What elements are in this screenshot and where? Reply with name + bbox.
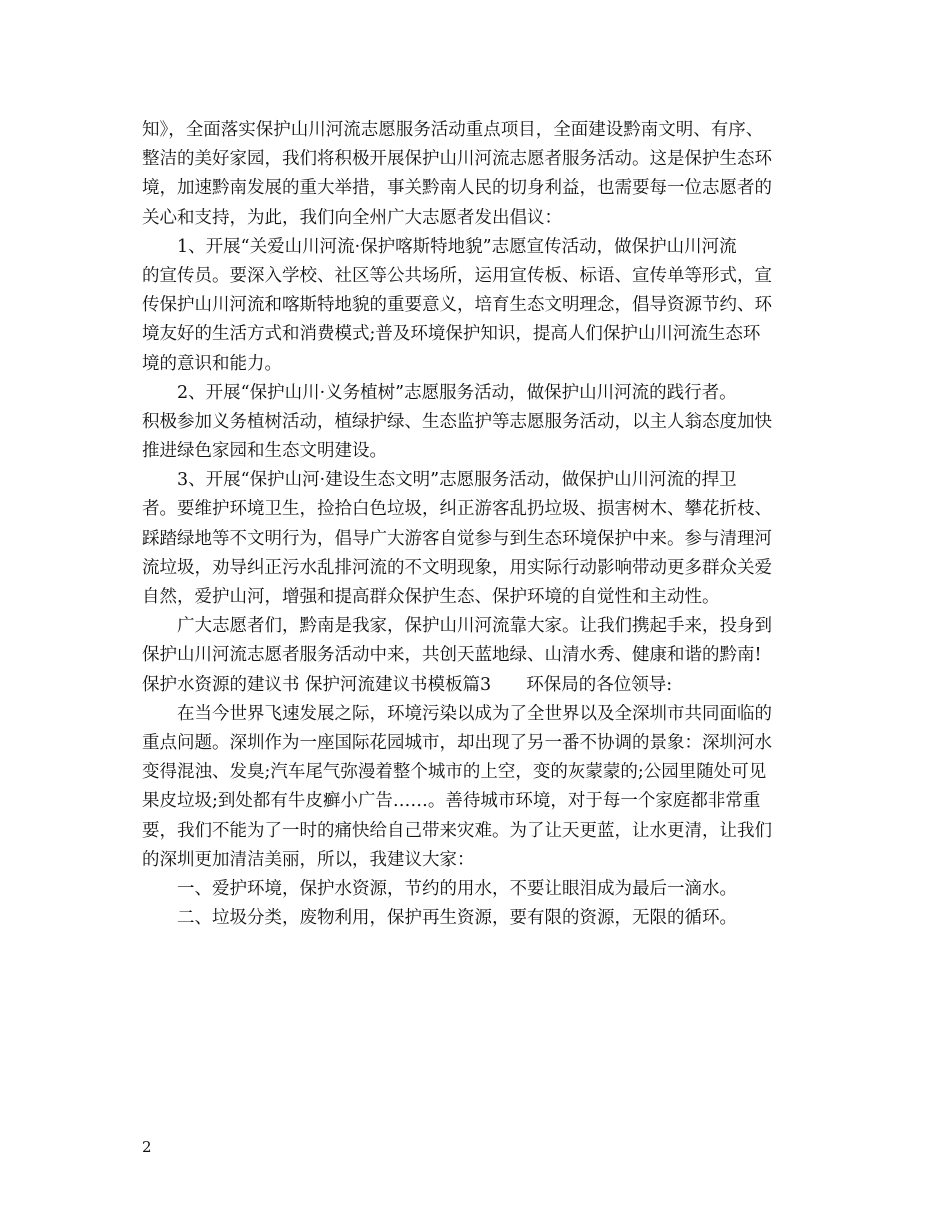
text-line: 一、爱护环境，保护水资源，节约的用水，不要让眼泪成为最后一滴水。 [177,878,737,899]
text-line: 果皮垃圾;到处都有牛皮癣小广告……。善待城市环境，对于每一个家庭都非常重 [142,791,761,812]
text-line: 重点问题。深圳作为一座国际花园城市，却出现了另一番不协调的景象：深圳河水 [142,732,772,753]
page-number: 2 [142,1138,152,1156]
text-line: 积极参加义务植树活动，植绿护绿、生态监护等志愿服务活动，以主人翁态度加快 [142,411,772,432]
document-body [142,116,810,933]
text-line: 1、开展“关爱山川河流·保护喀斯特地貌”志愿宣传活动，做保护山川河流 [177,236,737,257]
text-line: 变得混浊、发臭;汽车尾气弥漫着整个城市的上空，变的灰蒙蒙的;公园里随处可见 [142,762,767,783]
text-line: 境的意识和能力。 [142,353,282,374]
text-line: 者。要维护环境卫生，捡拾白色垃圾，纠正游客乱扔垃圾、损害树木、攀花折枝、 [142,499,772,520]
text-line: 自然，爱护山河，增强和提高群众保护生态、保护环境的自觉性和主动性。 [142,587,720,607]
text-line: 流垃圾，劝导纠正污水乱排河流的不文明现象，用实际行动影响带动更多群众关爱 [142,557,772,578]
text-line: 境友好的生活方式和消费模式;普及环境保护知识，提高人们保护山川河流生态环 [142,324,761,345]
text-line: 保护山川河流志愿者服务活动中来，共创天蓝地绿、山清水秀、健康和谐的黔南! [142,645,762,666]
text-line: 保护水资源的建议书 保护河流建议书模板篇3 环保局的各位领导: [142,674,673,695]
text-line: 3、开展“保护山河·建设生态文明”志愿服务活动，做保护山川河流的捍卫 [177,470,737,491]
text-line: 2、开展“保护山川·义务植树”志愿服务活动，做保护山川河流的践行者。 [177,382,737,403]
text-line: 在当今世界飞速发展之际，环境污染以成为了全世界以及全深圳市共同面临的 [177,703,772,724]
text-line: 的深圳更加清洁美丽，所以，我建议大家： [142,849,475,870]
text-line: 广大志愿者们，黔南是我家，保护山川河流靠大家。让我们携起手来，投身到 [177,616,772,637]
text-line: 二、垃圾分类，废物利用，保护再生资源，要有限的资源，无限的循环。 [177,908,737,929]
text-line: 推进绿色家园和生态文明建设。 [142,441,387,462]
text-line: 境，加速黔南发展的重大举措，事关黔南人民的切身利益，也需要每一位志愿者的 [142,178,772,199]
text-line: 的宣传员。要深入学校、社区等公共场所，运用宣传板、标语、宣传单等形式，宣 [142,265,772,286]
text-line: 要，我们不能为了一时的痛快给自己带来灾难。为了让天更蓝，让水更清，让我们 [142,820,772,841]
text-line: 知》，全面落实保护山川河流志愿服务活动重点项目，全面建设黔南文明、有序、 [142,120,764,140]
text-line: 整洁的美好家园，我们将积极开展保护山川河流志愿者服务活动。这是保护生态环 [142,149,772,170]
text-line: 踩踏绿地等不文明行为，倡导广大游客自觉参与到生态环境保护中来。参与清理河 [142,528,772,549]
text-line: 传保护山川河流和喀斯特地貌的重要意义，培育生态文明理念，倡导资源节约、环 [142,295,772,316]
text-line: 关心和支持，为此，我们向全州广大志愿者发出倡议： [142,207,562,228]
